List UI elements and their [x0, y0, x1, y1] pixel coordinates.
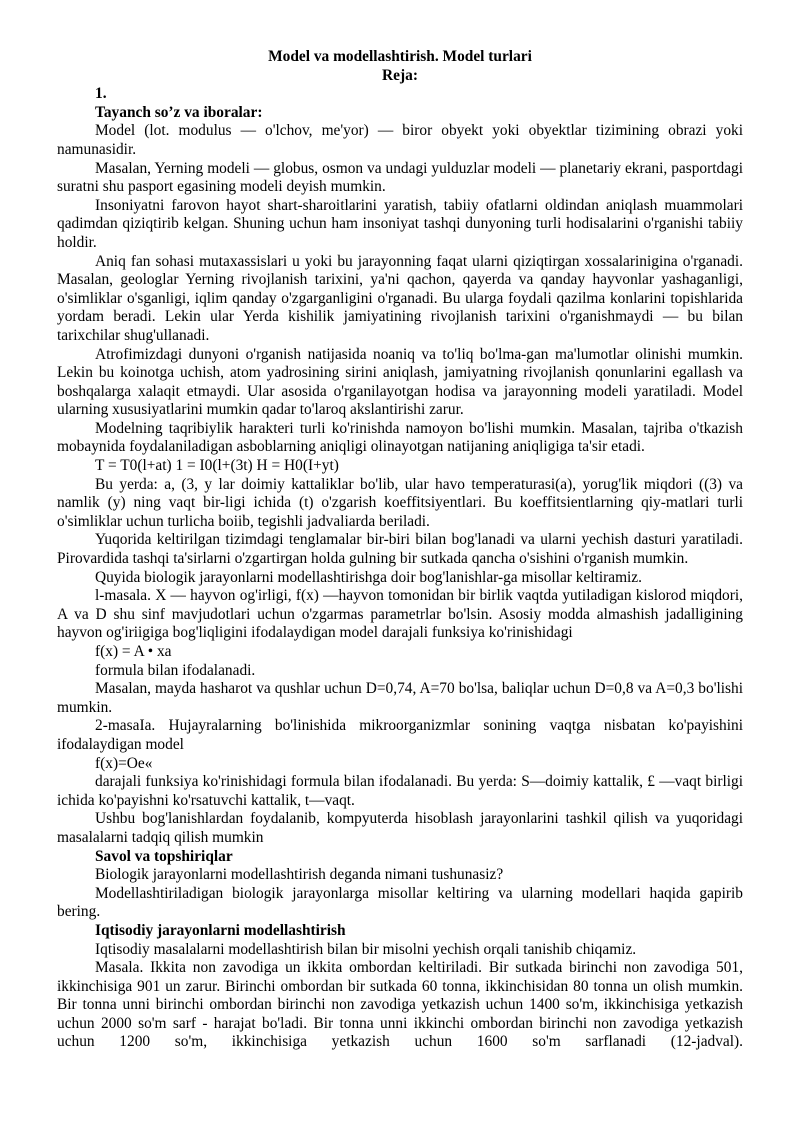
paragraph: Bu yerda: a, (3, y lar doimiy kattaliklar bo'lib, ular havo temperaturasi(a), yorug'lik miqdori ((3) va namlik (y) ning vaqt bir-ligi ichida (t) o'zgarish koeffitsiyentlari. Bu koeffitsientlarning qiy-matlari turli o'simliklar uchun turlicha boiib, tegishli jadvaliarda beriladi.: [57, 475, 743, 530]
paragraph: Model (lot. modulus — o'lchov, me'yor) — biror obyekt yoki obyektlar tizimining obrazi yoki namunasidir.: [57, 122, 743, 158]
section-heading: Savol va topshiriqlar: [95, 847, 233, 865]
paragraph: T = T0(l+at) 1 = I0(l+(3t) H = H0(I+yt): [95, 457, 339, 475]
paragraph: darajali funksiya ko'rinishidagi formula bilan ifodalanadi. Bu yerda: S—doimiy kattalik, £ —vaqt birligi ichida ko'payishni ko'rsatuvchi kattalik, t—vaqt.: [57, 773, 743, 809]
paragraph: Biologik jarayonlarni modellashtirish deganda nimani tushunasiz?: [95, 866, 504, 884]
page-title: Model va modellashtirish. Model turlari: [268, 48, 532, 65]
paragraph: Iqtisodiy masalalarni modellashtirish bilan bir misolni yechish orqali tanishib chiqamiz.: [95, 940, 637, 958]
paragraph: f(x) = A • xa: [95, 643, 172, 660]
paragraph: Masala. Ikkita non zavodiga un ikkita ombordan keltiriladi. Bir sutkada birinchi non zavodiga 501, ikkinchisiga 901 un zarur. Birinchi ombordan bir sutkada 60 tonna, ikkinchisidan 80 tonna un olish mumkin. Bir tonna unni birinchi ombordan birinchi non zavodiga yetkazish uchun 1400 so'm, ikkinchisiga yetkazish uchun 2000 so'm sarf - harajat bo'ladi. Bir tonna unni ikkinchi ombordan birinchi non zavodiga yetkazish uchun 1200 so'm, ikkinchisiga yetkazish uchun 1600 so'm sarflanadi (12-jadval).: [57, 959, 743, 1051]
document-body: [57, 85, 743, 1052]
paragraph: Masalan, Yerning modeli — globus, osmon va undagi yulduzlar modeli — planetariy ekrani, pasportdagi suratni shu pasport egasining modeli deyish mumkin.: [57, 159, 743, 196]
paragraph: formula bilan ifodalanadi.: [95, 661, 256, 679]
paragraph: Ushbu bog'lanishlardan foydalanib, kompyuterda hisoblash jarayonlarini tashkil qilish va yuqoridagi masalalarni tadqiq qilish mumkin: [57, 810, 743, 846]
section-heading: Tayanch so’z va iboralar:: [95, 103, 263, 121]
section-heading: 1.: [95, 85, 107, 103]
paragraph: Quyida biologik jarayonlarni modellashtirishga doir bog'lanishlar-ga misollar keltiramiz.: [95, 568, 642, 586]
paragraph: f(x)=Oe«: [95, 754, 153, 772]
paragraph: Modelning taqribiylik harakteri turli ko'rinishda namoyon bo'lishi mumkin. Masalan, tajriba o'tkazish mobaynida foydalaniladigan asboblarning aniqligi olinayotgan natijaning aniqligiga ta'sir etadi.: [57, 419, 743, 456]
section-heading: Iqtisodiy jarayonlarni modellashtirish: [95, 921, 346, 939]
paragraph: Atrofimizdagi dunyoni o'rganish natijasida noaniq va to'liq bo'lma-gan ma'lumotlar olinishi mumkin. Lekin bu koinotga uchish, atom yadrosining sirini aniqlash, jamiyatning rivojlanish qonunlarini egallash va boshqalarga xalaqit etmaydi. Ular asosida o'rganilayotgan hodisa va jarayonning modeli yaratiladi. Model ularning xususiyatlarini mumkin qadar to'laroq akslantirishi zarur.: [57, 345, 743, 419]
paragraph: 2-masaIa. Hujayralarning bo'linishida mikroorganizmlar sonining vaqtga nisbatan ko'payishini ifodalaydigan model: [57, 717, 743, 753]
plan-heading: Reja:: [382, 66, 418, 84]
paragraph: Yuqorida keltirilgan tizimdagi tenglamalar bir-biri bilan bog'lanadi va ularni yechish dasturi yaratiladi. Pirovardida tashqi ta'sirlarni o'zgartirgan holda gulning bir sutkada qancha o'sishini o'rganish mumkin.: [57, 531, 743, 568]
paragraph: l-masala. X — hayvon og'irligi, f(x) —hayvon tomonidan bir birlik vaqtda yutiladigan kislorod miqdori, A va D shu sinf mavjudotlari uchun o'zgarmas parametrlar bo'lsin. Asosiy modda almashish jadalligining hayvon og'iriigiga bog'liqligini ifodalaydigan model darajali funksiya ko'rinishidagi: [57, 587, 743, 642]
paragraph: Aniq fan sohasi mutaxassislari u yoki bu jarayonning faqat ularni qiziqtirgan xossalarinigina o'rganadi. Masalan, geologlar Yerning rivojlanish tarixini, ya'ni qachon, qayerda va qanday hayvonlar yashaganligi, o'simliklar o'sganligi, iqlim qanday o'zgarganligini o'rganadi. Bu ularga foydali qazilma konlarini topishlarida yordam beradi. Lekin ular Yerda kishilik jamiyatining rivojlanish tarixini o'rganishmaydi — bu bilan tarixchilar shug'ullanadi.: [57, 252, 743, 344]
paragraph: Masalan, mayda hasharot va qushlar uchun D=0,74, A=70 bo'lsa, baliqlar uchun D=0,8 va A=0,3 bo'lishi mumkin.: [57, 680, 743, 716]
paragraph: Modellashtiriladigan biologik jarayonlarga misollar keltiring va ularning modellari haqida gapirib bering.: [57, 884, 743, 921]
paragraph: Insoniyatni farovon hayot shart-sharoitlarini yaratish, tabiiy ofatlarni oldindan aniqlash muammolari qadimdan qiziqtirib kelgan. Shuning uchun ham insoniyat tashqi dunyoning turli hodisalarini o'rganishi tabiiy holdir.: [57, 196, 743, 251]
